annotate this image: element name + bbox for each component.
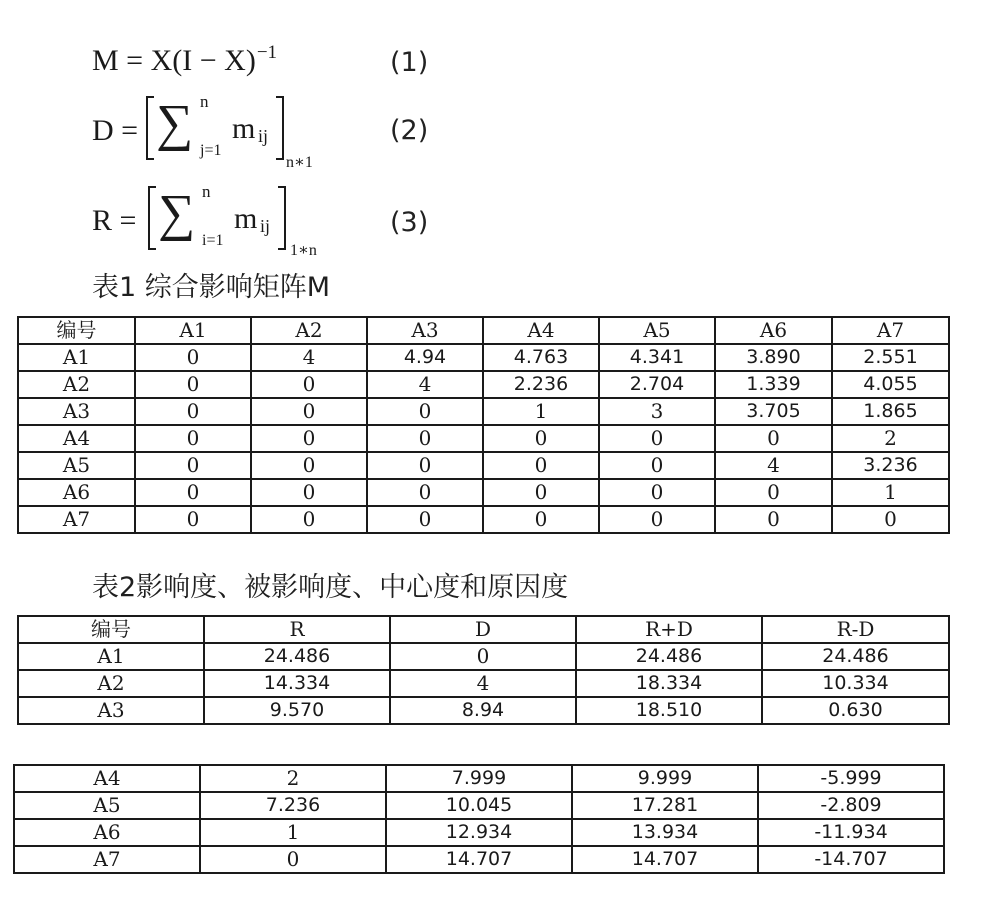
table1-caption: 表1 综合影响矩阵M bbox=[92, 272, 331, 303]
equation-2-term-subscript: ij bbox=[258, 126, 269, 146]
table-cell: 0 bbox=[200, 846, 386, 873]
table-row bbox=[18, 670, 949, 697]
table-cell: 7.999 bbox=[386, 765, 572, 792]
table-row bbox=[18, 371, 949, 398]
row-label-cell: A7 bbox=[18, 506, 135, 533]
row-label-cell: A3 bbox=[18, 398, 135, 425]
influence-degree-table-continued bbox=[13, 764, 945, 874]
table-cell: 0 bbox=[135, 425, 251, 452]
equation-2-right-bracket bbox=[276, 96, 284, 160]
row-label-cell: A5 bbox=[18, 452, 135, 479]
row-label-cell: A2 bbox=[18, 371, 135, 398]
row-label-cell: A6 bbox=[14, 819, 200, 846]
table-cell: 0 bbox=[483, 506, 599, 533]
column-header: A1 bbox=[135, 317, 251, 344]
table-cell: 0 bbox=[367, 425, 483, 452]
table-row bbox=[14, 792, 944, 819]
table-cell: 0 bbox=[715, 479, 832, 506]
table-cell: 2.236 bbox=[483, 371, 599, 398]
table-cell: -2.809 bbox=[758, 792, 944, 819]
equation-2-sigma: ∑ bbox=[156, 95, 194, 152]
table-cell: 4.341 bbox=[599, 344, 715, 371]
table-cell: 13.934 bbox=[572, 819, 758, 846]
column-header: 编号 bbox=[18, 616, 204, 643]
table-cell: 1 bbox=[483, 398, 599, 425]
table-cell: 0 bbox=[367, 506, 483, 533]
table-cell: -11.934 bbox=[758, 819, 944, 846]
table-cell: 0 bbox=[251, 452, 367, 479]
equation-2-left-bracket bbox=[146, 96, 154, 160]
equation-3-sigma: ∑ bbox=[158, 185, 196, 242]
table-cell: 0 bbox=[251, 398, 367, 425]
table-cell: 0 bbox=[483, 425, 599, 452]
table-cell: 0 bbox=[599, 425, 715, 452]
column-header: 编号 bbox=[18, 317, 135, 344]
table-row bbox=[18, 697, 949, 724]
table-cell: 4 bbox=[367, 371, 483, 398]
table-cell: 0 bbox=[251, 479, 367, 506]
table-cell: 0 bbox=[715, 506, 832, 533]
table-cell: 0 bbox=[135, 398, 251, 425]
table-cell: 24.486 bbox=[762, 643, 949, 670]
column-header: A2 bbox=[251, 317, 367, 344]
table-row bbox=[18, 398, 949, 425]
table-row bbox=[14, 846, 944, 873]
table-cell: 24.486 bbox=[204, 643, 390, 670]
table-cell: 0 bbox=[483, 452, 599, 479]
equation-3-left-bracket bbox=[148, 186, 156, 250]
table-header-row bbox=[18, 616, 949, 643]
equation-3-upper-limit: n bbox=[202, 182, 211, 201]
equation-2-lhs: D = bbox=[92, 114, 139, 147]
equation-1 bbox=[92, 42, 278, 80]
table-cell: 3.705 bbox=[715, 398, 832, 425]
equation-3-lower-limit: i=1 bbox=[202, 232, 224, 249]
column-header: R bbox=[204, 616, 390, 643]
equation-3-dimension: 1∗n bbox=[290, 242, 317, 259]
table-cell: 17.281 bbox=[572, 792, 758, 819]
table-cell: 0 bbox=[599, 452, 715, 479]
row-label-cell: A4 bbox=[18, 425, 135, 452]
row-label-cell: A6 bbox=[18, 479, 135, 506]
table-header-row bbox=[18, 317, 949, 344]
row-label-cell: A2 bbox=[18, 670, 204, 697]
table-cell: 4 bbox=[715, 452, 832, 479]
table-cell: -14.707 bbox=[758, 846, 944, 873]
table-row bbox=[18, 643, 949, 670]
table-cell: 4 bbox=[251, 344, 367, 371]
table-row bbox=[18, 506, 949, 533]
table-cell: 3.890 bbox=[715, 344, 832, 371]
equation-3-lhs: R = bbox=[92, 204, 137, 237]
equation-2-dimension: n∗1 bbox=[286, 154, 313, 171]
column-header: R+D bbox=[576, 616, 762, 643]
column-header: A6 bbox=[715, 317, 832, 344]
column-header: A3 bbox=[367, 317, 483, 344]
table-cell: 24.486 bbox=[576, 643, 762, 670]
equation-3-right-bracket bbox=[278, 186, 286, 250]
equation-2-upper-limit: n bbox=[200, 92, 209, 111]
comprehensive-influence-matrix-table bbox=[17, 316, 950, 534]
equation-2-term: m bbox=[232, 112, 256, 145]
table-cell: 1.865 bbox=[832, 398, 949, 425]
equation-3-number: (3) bbox=[390, 207, 429, 238]
table-cell: 3 bbox=[599, 398, 715, 425]
table-cell: 18.334 bbox=[576, 670, 762, 697]
table-cell: 9.999 bbox=[572, 765, 758, 792]
table-cell: 0 bbox=[599, 479, 715, 506]
equation-1-expression: M = X(I − X) bbox=[92, 44, 256, 77]
equation-1-number: (1) bbox=[390, 47, 429, 78]
table2-caption: 表2影响度、被影响度、中心度和原因度 bbox=[92, 572, 569, 603]
table-cell: 3.236 bbox=[832, 452, 949, 479]
table-cell: 1 bbox=[832, 479, 949, 506]
equation-3 bbox=[92, 178, 352, 260]
row-label-cell: A1 bbox=[18, 344, 135, 371]
row-label-cell: A7 bbox=[14, 846, 200, 873]
table-cell: 0 bbox=[832, 506, 949, 533]
table-cell: 2.551 bbox=[832, 344, 949, 371]
influence-degree-table bbox=[17, 615, 950, 725]
table-row bbox=[18, 344, 949, 371]
table-row bbox=[14, 765, 944, 792]
table-cell: 7.236 bbox=[200, 792, 386, 819]
table-cell: 0 bbox=[367, 479, 483, 506]
equation-2-number: (2) bbox=[390, 115, 429, 146]
table-cell: 0 bbox=[367, 398, 483, 425]
table-cell: 0 bbox=[599, 506, 715, 533]
table-cell: 2 bbox=[832, 425, 949, 452]
table-row bbox=[18, 452, 949, 479]
table-cell: 0 bbox=[251, 371, 367, 398]
table-cell: 12.934 bbox=[386, 819, 572, 846]
table-cell: 14.707 bbox=[572, 846, 758, 873]
equation-2 bbox=[92, 90, 352, 170]
table-row bbox=[18, 425, 949, 452]
equation-1-exponent: −1 bbox=[256, 42, 278, 63]
table-cell: 2 bbox=[200, 765, 386, 792]
table-cell: 18.510 bbox=[576, 697, 762, 724]
table-cell: 0 bbox=[135, 452, 251, 479]
table-cell: 10.045 bbox=[386, 792, 572, 819]
table-cell: 0 bbox=[135, 506, 251, 533]
table-cell: 9.570 bbox=[204, 697, 390, 724]
table-cell: 0 bbox=[390, 643, 576, 670]
table-cell: 0 bbox=[135, 344, 251, 371]
table-cell: 14.334 bbox=[204, 670, 390, 697]
equation-3-term-subscript: ij bbox=[260, 216, 271, 236]
table-cell: 1 bbox=[200, 819, 386, 846]
table-row bbox=[14, 819, 944, 846]
column-header: A7 bbox=[832, 317, 949, 344]
row-label-cell: A3 bbox=[18, 697, 204, 724]
table-cell: 0 bbox=[251, 425, 367, 452]
table-cell: 4.763 bbox=[483, 344, 599, 371]
table-cell: 0 bbox=[367, 452, 483, 479]
table-cell: 0 bbox=[715, 425, 832, 452]
table-cell: -5.999 bbox=[758, 765, 944, 792]
table-cell: 0 bbox=[135, 371, 251, 398]
table-cell: 4.94 bbox=[367, 344, 483, 371]
table-cell: 4.055 bbox=[832, 371, 949, 398]
column-header: D bbox=[390, 616, 576, 643]
column-header: A5 bbox=[599, 317, 715, 344]
equation-2-lower-limit: j=1 bbox=[200, 142, 222, 159]
row-label-cell: A1 bbox=[18, 643, 204, 670]
table-cell: 10.334 bbox=[762, 670, 949, 697]
equation-3-term: m bbox=[234, 202, 258, 235]
table-cell: 8.94 bbox=[390, 697, 576, 724]
column-header: A4 bbox=[483, 317, 599, 344]
table-cell: 14.707 bbox=[386, 846, 572, 873]
table-row bbox=[18, 479, 949, 506]
table-cell: 0 bbox=[483, 479, 599, 506]
table-cell: 1.339 bbox=[715, 371, 832, 398]
table-cell: 2.704 bbox=[599, 371, 715, 398]
table-cell: 0 bbox=[135, 479, 251, 506]
table-cell: 0 bbox=[251, 506, 367, 533]
column-header: R-D bbox=[762, 616, 949, 643]
table-cell: 0.630 bbox=[762, 697, 949, 724]
row-label-cell: A5 bbox=[14, 792, 200, 819]
table-cell: 4 bbox=[390, 670, 576, 697]
row-label-cell: A4 bbox=[14, 765, 200, 792]
